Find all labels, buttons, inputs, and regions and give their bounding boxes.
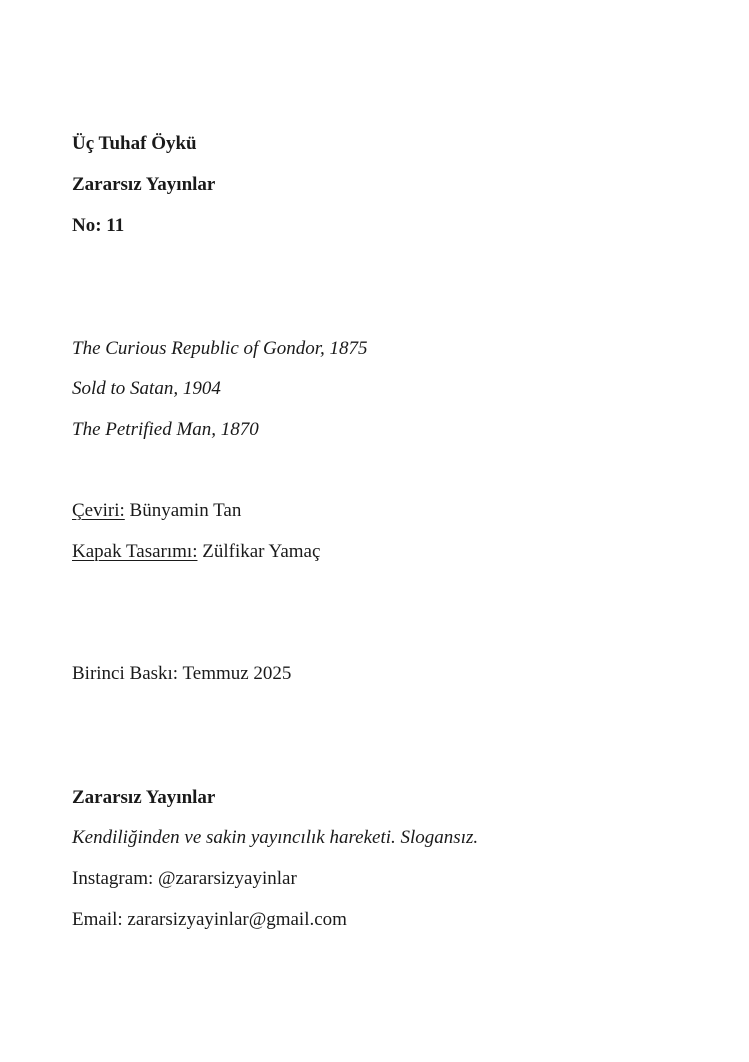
publisher-name: Zararsız Yayınlar (72, 174, 216, 195)
publisher-heading: Zararsız Yayınlar (72, 787, 216, 808)
instagram-handle: Instagram: @zararsizyayinlar (72, 868, 297, 889)
translation-label: Çeviri: (72, 500, 125, 521)
story-title-3: The Petrified Man, 1870 (72, 419, 259, 440)
cover-designer-name: Zülfikar Yamaç (197, 541, 321, 562)
series-number: No: 11 (72, 215, 125, 236)
edition-info: Birinci Baskı: Temmuz 2025 (72, 663, 292, 684)
cover-design-label: Kapak Tasarımı: (72, 541, 198, 562)
translator-credit (72, 501, 241, 520)
publisher-motto: Kendiliğinden ve sakin yayıncılık hareketi. Slogansız. (72, 827, 479, 848)
story-title-1: The Curious Republic of Gondor, 1875 (72, 338, 368, 359)
story-title-2: Sold to Satan, 1904 (72, 378, 221, 399)
email-address: Email: zararsizyayinlar@gmail.com (72, 909, 347, 930)
cover-design-credit (72, 542, 320, 561)
book-title: Üç Tuhaf Öykü (72, 133, 197, 154)
translator-name: Bünyamin Tan (124, 500, 242, 521)
